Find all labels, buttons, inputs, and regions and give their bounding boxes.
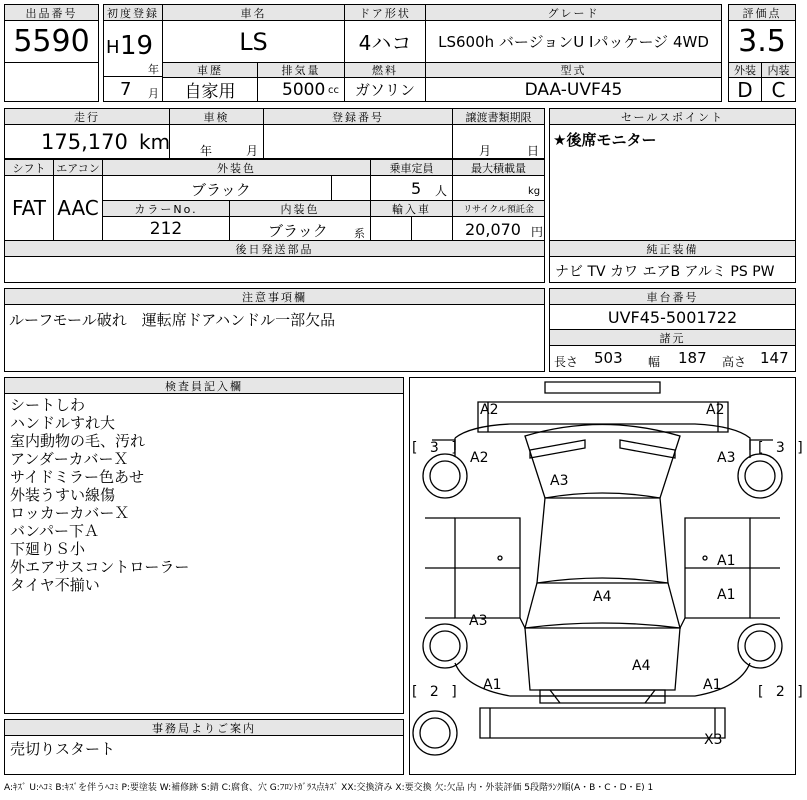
displacement-unit: cc — [328, 85, 339, 96]
shift: FAT — [4, 175, 54, 241]
lot-no: 5590 — [4, 20, 99, 63]
panel-code: [ 2 ] — [412, 684, 461, 700]
transfer-label: 譲渡書類期限 — [452, 108, 545, 125]
car-diagram-drawing — [410, 378, 795, 774]
max-load-label: 最大積載量 — [452, 159, 545, 176]
max-load-unit: kg — [528, 186, 541, 197]
color-no: 212 — [102, 216, 230, 241]
first-reg-month-box — [103, 76, 163, 102]
later-parts-label: 後日発送部品 — [4, 240, 545, 257]
notes: ルーフモール破れ 運転席ドアハンドル一部欠品 — [9, 311, 336, 329]
inspector-line: 外エアサスコントローラー — [10, 558, 190, 576]
inspector-line: タイヤ不揃い — [10, 576, 100, 594]
int-color: ブラック — [268, 222, 328, 240]
transfer-month: 月 — [479, 144, 492, 158]
panel-code: [ 3 ] — [758, 440, 807, 456]
score: 3.5 — [728, 20, 796, 63]
grade-label: グレード — [425, 4, 722, 21]
transfer-day: 日 — [527, 144, 540, 158]
score-label: 評価点 — [728, 4, 796, 21]
recycle-box — [452, 216, 545, 241]
shift-label: シフト — [4, 159, 54, 176]
door-type: 4ハコ — [344, 20, 426, 63]
import-right — [411, 216, 453, 241]
displacement-box — [257, 77, 345, 102]
sales-point: ★後席モニター — [553, 131, 657, 149]
office-box — [4, 735, 404, 775]
notes-label: 注意事項欄 — [4, 288, 545, 305]
damage-label: A2 — [706, 402, 725, 418]
damage-label: A2 — [470, 450, 489, 466]
ac-label: エアコン — [53, 159, 103, 176]
damage-label: A4 — [593, 589, 612, 605]
mileage-label: 走行 — [4, 108, 170, 125]
office-label: 事務局よりご案内 — [4, 719, 404, 736]
width: 187 — [678, 349, 707, 367]
chassis-no: UVF45-5001722 — [549, 304, 796, 330]
era: H — [106, 37, 120, 58]
inspector-lines — [10, 396, 189, 594]
recycle: 20,070 — [465, 220, 521, 239]
later-parts — [4, 256, 545, 283]
sales-point-label: セールスポイント — [549, 108, 796, 125]
notes-box — [4, 304, 545, 372]
fuel: ガソリン — [344, 77, 426, 102]
transfer-box — [452, 124, 545, 159]
lot-no-label: 出品番号 — [4, 4, 99, 21]
capacity-box — [370, 175, 453, 201]
int-color-label: 内装色 — [229, 200, 371, 217]
max-load-box — [452, 175, 545, 201]
inspector-line: サイドミラー色あせ — [10, 468, 144, 486]
height: 147 — [760, 349, 789, 367]
exterior-grade: D — [728, 77, 762, 102]
damage-label: A1 — [717, 587, 736, 603]
int-color-box — [229, 216, 371, 241]
damage-label: A3 — [469, 613, 488, 629]
damage-label: A3 — [717, 450, 736, 466]
height-label: 高さ — [722, 355, 747, 369]
panel-code: [ 2 ] — [758, 684, 807, 700]
reg-no-label: 登録番号 — [263, 108, 453, 125]
spec-label: 諸元 — [549, 329, 796, 346]
fuel-label: 燃料 — [344, 62, 426, 78]
exterior-grade-label: 外装 — [728, 62, 762, 78]
damage-label: A3 — [550, 473, 569, 489]
car-name-label: 車名 — [162, 4, 345, 21]
inspector-line: バンパー下Ａ — [10, 522, 99, 540]
interior-grade: C — [761, 77, 796, 102]
ext-color: ブラック — [191, 181, 251, 199]
model-label: 型式 — [425, 62, 722, 78]
spec-box — [549, 345, 796, 372]
damage-label: A2 — [480, 402, 499, 418]
first-reg-label: 初度登録 — [103, 4, 163, 21]
capacity-label: 乗車定員 — [370, 159, 453, 176]
damage-label: A1 — [717, 553, 736, 569]
inspection-label: 車検 — [169, 108, 264, 125]
legend: A:ｷｽﾞ U:ﾍｺﾐ B:ｷｽﾞを伴うﾍｺﾐ P:要塗装 W:補修跡 S:錆 C:腐食、穴 G:ﾌﾛﾝﾄｶﾞﾗｽ点ｷｽﾞ XX:交換済み X:要交換 欠:欠品 内・外装評価 5段階ﾗﾝｸ順(A・B・C・D・E) 1 — [4, 783, 654, 793]
inspector-line: アンダーカバーＸ — [10, 450, 129, 468]
door-label: ドア形状 — [344, 4, 426, 21]
length-label: 長さ — [554, 355, 579, 369]
damage-label: A1 — [703, 677, 722, 693]
inspector-line: 外装うすい線傷 — [10, 486, 116, 504]
car-diagram — [409, 377, 807, 775]
first-reg-year: 19 — [120, 31, 154, 61]
length: 503 — [594, 349, 623, 367]
color-no-label: カラーNo. — [102, 200, 230, 217]
equipment-box — [549, 256, 796, 283]
history-label: 車歴 — [162, 62, 258, 78]
mileage: 175,170 — [41, 130, 128, 154]
month-unit: 月 — [148, 87, 159, 100]
ext-color-extra — [331, 175, 371, 201]
ext-color-box — [102, 175, 332, 201]
ext-color-label: 外装色 — [102, 159, 371, 176]
chassis-label: 車台番号 — [549, 288, 796, 305]
lot-no-blank — [4, 62, 99, 102]
equipment-label: 純正装備 — [549, 240, 796, 257]
damage-label: X3 — [704, 732, 723, 748]
capacity: 5 — [411, 179, 422, 198]
recycle-label: リサイクル預託金 — [452, 200, 545, 217]
width-label: 幅 — [648, 355, 661, 369]
reg-no — [263, 124, 453, 159]
mileage-box — [4, 124, 170, 159]
mileage-unit: km — [139, 130, 171, 154]
inspector-line: シートしわ — [10, 396, 86, 414]
ac: AAC — [53, 175, 103, 241]
inspector-box — [4, 393, 404, 714]
inspection-box — [169, 124, 264, 159]
import-left — [370, 216, 412, 241]
inspector-line: 室内動物の毛、汚れ — [10, 432, 146, 450]
damage-label: A4 — [632, 658, 651, 674]
displacement: 5000 — [282, 80, 326, 100]
first-reg-month: 7 — [120, 79, 132, 100]
car-name: LS — [162, 20, 345, 63]
inspector-line: 下廻りＳ小 — [10, 540, 86, 558]
damage-label: A1 — [483, 677, 502, 693]
inspection-month-unit: 月 — [246, 144, 259, 158]
import-label: 輸入車 — [370, 200, 453, 217]
model: DAA-UVF45 — [425, 77, 722, 102]
history: 自家用 — [162, 77, 258, 102]
first-reg-year-box — [103, 20, 163, 77]
capacity-unit: 人 — [435, 184, 448, 198]
inspector-label: 検査員記入欄 — [4, 377, 404, 394]
office-note: 売切りスタート — [10, 740, 116, 758]
int-color-unit: 系 — [354, 227, 365, 240]
grade: LS600h バージョンU Iパッケージ 4WD — [425, 20, 722, 63]
year-unit: 年 — [148, 63, 159, 76]
displacement-label: 排気量 — [257, 62, 345, 78]
inspector-line: ロッカーカバーＸ — [10, 504, 130, 522]
equipment: ナビ TV カワ エアB アルミ PS PW — [555, 264, 775, 280]
inspector-line: ハンドルすれ大 — [10, 414, 116, 432]
interior-grade-label: 内装 — [761, 62, 796, 78]
inspection-year-unit: 年 — [200, 144, 213, 158]
sales-point-box — [549, 124, 796, 257]
recycle-unit: 円 — [531, 225, 544, 239]
panel-code: [ 3 ] — [412, 440, 461, 456]
